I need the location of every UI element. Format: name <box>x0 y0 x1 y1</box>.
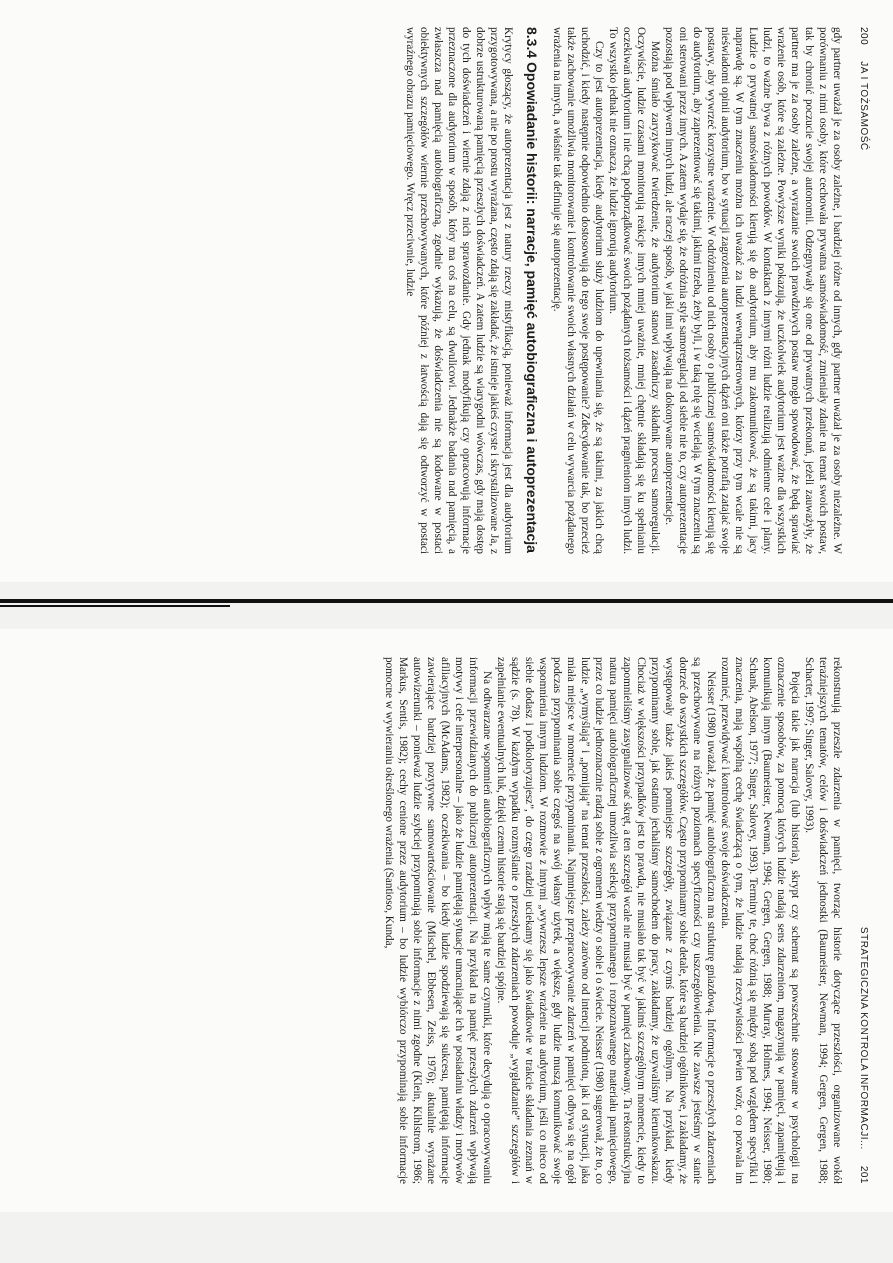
paragraph: Można śmiało zaryzykować twierdzenie, że audytorium stanowi zasadniczy składnik procesu samoregulacji. Oczywiście, ludzie czasami monitorują reakcje innych mniej uważnie, mniej chętnie składają się ku spełnianiu oczekiwań audytorium i nie chcą podporządkować swoich pożądanych tożsamości i dążeń pragnieniom innych ludzi. To wszystko jednak nie oznacza, że ludzie ignorują audytorium. <box>607 27 661 554</box>
paragraph: Pojęcia takie jak narracja (lub historia), skrypt czy schemat są powszechnie stosowane w psychologii na oznaczenie sposobów, za pomocą których ludzie nadają sens zdarzeniom, magazynują w pamięci, zapamiętują i komunikują innym (Baumeister, Newman, 1994; Gergen, Gergen, 1988; Murray, Holmes, 1994; Neisser, 1980; Schank, Abelson, 1977; Singer, Salovey, 1993). Terminy te, choć różnią się między sobą pod względem specyfiki i znaczenia, mają wspólną cechę świadczącą o tym, że ludzie nadają rzeczywistości pewien wzór, co pozwala im rozumieć, przewidywać i kontrolować swoje doświadczenia. <box>719 657 801 1184</box>
paragraph: rekonstruują przeszłe zdarzenia w pamięci, tworząc historie dotyczące przeszłości, organizowane wokół teraźniejszych tematów, celów i doświadczeń jednostki (Baumeister, Newman, 1994; Gergen, Gergen, 1988; Schacter, 1997; Singer, Salovey, 1993). <box>803 657 843 1184</box>
page-200-content <box>24 27 869 554</box>
running-head-right <box>858 657 869 1184</box>
page-divider <box>0 599 893 603</box>
page-201 <box>0 629 893 1212</box>
running-head-left <box>858 27 869 554</box>
page-200 <box>0 0 893 582</box>
running-head-title: STRATEGICZNA KONTROLA INFORMACJI... <box>858 926 869 1150</box>
section-heading: 8.3.4 Opowiadanie historii: narracje, pamięć autobiograficzna i autoprezentacja <box>524 27 540 553</box>
paragraph: gdy partner uważał je za osoby zależne, i bardziej różne od innych, gdy partner uważał je za osoby niezależne. W porównaniu z nimi osoby, które cechowała prywatna samoświadomość, zmieniały zdanie na temat swoich postaw, tak by chronić poczucie swojej autonomii. Odzegnywały się one od prywatnych przekonań, jeżeli zauważyły, że partner ma je za osoby zależne, a wyrażanie swoich prawdziwych postaw mogło spowodować, że będą sprawiać wrażenie osób, które są zależne. Powyższe wyniki pokazują, że uczkolwiek audytorium jest ważne dla wszystkich ludzi, to ważne bywa z różnych powodów. W kontaktach z innymi różni ludzie realizują odmienne cele i plany. Ludzie o prywatnej samoświadomości kierują się do audytorium, aby mu zakomunikować, że są takimi, jacy naprawdę są. W tym znaczeniu można ich uważać za ludzi wewnątrzsterownych, którzy przy tym wcale nie są nieświadomi opinii audytorium, bo w sytuacji zagrożenia autoprezentacyjnych dążeń oni także potrafią zatajać swoje postawy, aby wywrzeć korzystne wrażenie. W odróżnieniu od nich osoby o publicznej samoświadomości kierują się do audytorium, aby zaprezentować się takimi, jakimi trzeba, żeby byli, i w taką rolę się wcielają. W tym znaczeniu są oni sterowani przez innych. A zatem wydaje się, że odróżnia style samoregulacji od siebie nie to, czy autoprezentacje pozostają pod wpływem innych ludzi, ale raczej sposób, w jaki inni wpływają na dokonywane autoprezentacje. <box>663 27 843 554</box>
paragraph: Neisser (1980) uważał, że pamięć autobiograficzna ma strukturę gniazdową. Informacje o przeszłych zdarzeniach są przechowywane na różnych poziomach specyficzności czy uszczegółowienia. Nie zawsze jesteśmy w stanie dotrzeć do wszystkich szczegółów. Często przypominamy sobie detale, które są bardziej ogólnikowe, i zakładamy, że występowały także jakieś pomniejsze szczegóły, związane z czymś bardziej ogólnym. Na przykład, kiedy przypominamy sobie, jak ostatnio jechaliśmy samochodem do pracy, zakładamy, że uzywaliśmy kierunkowskazu. Chociaż w większości przypadków jest to prawda, nie musiało tak być w jakimś szczególnym momencie, kiedy to zapomnieliśmy zasygnalizować skręt, a ten szczegół wcale nie musiał być w pamięci zachowany. Ta rekonstrukcyjna natura pamięci autobiograficznej umożliwia selekcję przypominanego i rozpoznawanego materiału pamięciowego, przez co ludzie jednoznacznie radzą sobie z ogromem wiedzy o sobie i o świecie. Neisser (1980) sugerował, że to, co ludzie „wymyślają” i „pomijają” na temat przeszłości, zależy zarówno od intencji podmiotu, jak i od sytuacji, jaka miała miejsce w momencie przypominania. Najmniejsze przepracowywanie zdarzeń w pamięci odbywa się na ogół podczas przypominania sobie czegoś na swój własny użytek, a większe, gdy ludzie muszą komunikować swoje wspomnienia innym ludziom. W rozmowie z innymi „wywrzesz lepsze wrażenie na audytorium, jeśli co nieco od siebie dodasz i podkoloryzujesz”, do czego rzadziej uciekamy się jako świadkowie w trakcie składania zeznań w sądzie (s. 78). W każdym wypadku rozmyślanie o przeszłych zdarzeniach powoduje „wygładzanie” szczegółów i zapełnianie ewentualnych luk, dzięki czemu historie stają się bardziej spójne. <box>495 657 717 1184</box>
paragraph: Na odtwarzane wspomnień autobiograficznych wpływ mają te same czynniki, które decydują o opracowywaniu informacji przewidzianych do publicznej autoprezentacji. Na przykład na pamięć przeszłych zdarzeń wpływają motywy i cele interpersonalne – jako że ludzie pamiętają sytuacje umacniające ich w posiadaniu władzy i motywów afiliacyjnych (McAdams, 1982); oczekiwania – bo kiedy ludzie spodziewają się sukcesu, pamiętają informacje zawierające bardziej pozytywne samowartościowanie (Mischel, Ebbesen, Zeiss, 1976); aktualnie wyrażane autowizerunki – ponieważ ludzie szybciej przypominają sobie informacje z nimi zgodne (Klein, Kihlstrom, 1986; Markus, Sentis, 1982); cechy cenione przez audytorium – bo ludzie wybiórczo przypominają sobie informacje pomocne w wywieraniu określonego wrażenia (Santioso, Kunda, <box>383 657 493 1184</box>
paragraph: Czy to jest autoprezentacja, kiedy audytorium służy ludziom do upewniania się, że są takimi, za jakich chcą uchodzić, i kiedy następnie odpowiednio dostosowują do tego swoje postępowanie? Zdecydowanie tak, bo przecież także zachowanie umożliwia monitorowanie i kontrolowanie swoich własnych działań w celu wywarcia pożądanego wrażenia na innych, a właśnie tak definiuje się autoprezentację. <box>551 27 605 554</box>
page-201-content <box>24 657 869 1184</box>
paragraph: Krytycy głoszący, że autoprezentacja jest z natury rzeczy mistyfikacją, ponieważ informacja jest dla audytorium przygotowywana, a nie po prostu wyrażana, często zdają się zakładać, że istnieje jakieś czyste i skrystalizowane Ja, z dobrze ustrukturowaną pamięcią przeszłych doświadczeń. A zatem ludzie są wiarygodni wówczas, gdy mają dostęp do tych doświadczeń i wiernie zdają z nich sprawozdanie. Gdy jednak modyfikują czy opracowują informacje przeznaczone dla audytorium w sposób, który ma coś na celu, są dwulicowi. Jednakże badania nad pamięcią, a zwłaszcza nad pamięcią autobiograficzną, zgodnie wykazują, że doświadczenia nie są kodowane w postaci obiektywnych szczegółów wiernie przechowywanych, które później z łatwością dają się odtworzyć w postaci wyraźnego obrazu pamięciowego. Wręcz przeciwnie, ludzie <box>404 27 514 554</box>
page-number: 200 <box>858 27 869 46</box>
running-head-title: JA I TOŻSAMOŚĆ <box>858 61 869 151</box>
page-number: 201 <box>858 1165 869 1184</box>
